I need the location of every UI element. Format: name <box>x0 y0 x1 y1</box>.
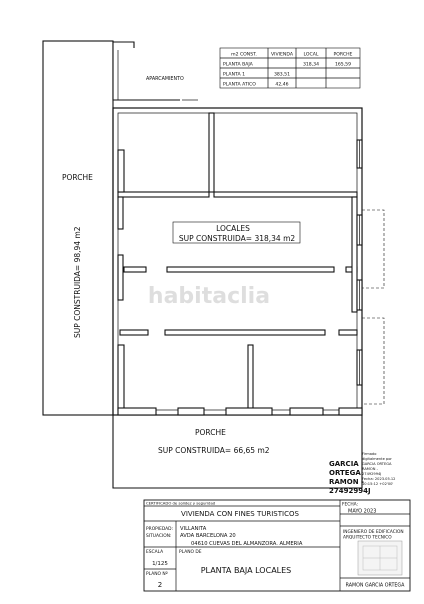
table-header-porche: PORCHE <box>333 52 353 58</box>
propiedad-value: VILLANITA <box>180 526 207 532</box>
plano-value: PLANTA BAJA LOCALES <box>200 566 292 575</box>
locales-area-label: SUP CONSTRUIDA= 318,34 m2 <box>178 234 296 243</box>
watermark-text: habitaclia <box>147 284 271 309</box>
propiedad-label: PROPIEDAD: <box>146 527 174 532</box>
plano-num-label: PLANO Nº <box>146 572 168 577</box>
engineer-subtitle: ARQUITECTO TECNICO <box>343 535 392 541</box>
signature-detail: 27492994J <box>362 472 382 476</box>
project-title: VIVIENDA CON FINES TURISTICOS <box>181 510 299 518</box>
signature-name: GARCIA <box>329 460 359 468</box>
table-cell: 42,46 <box>275 82 289 88</box>
escala-label: ESCALA <box>146 550 164 555</box>
situacion-value-2: 04610 CUEVAS DEL ALMANZORA. ALMERIA <box>191 541 303 547</box>
certificate-label: CERTIFICADO de solidez y seguridad <box>146 500 216 506</box>
signature-detail: Fecha: 2023.05.12 <box>362 477 396 481</box>
signature-name: ORTEGA <box>329 469 361 477</box>
situacion-value: AVDA BARCELONA 20 <box>180 533 236 539</box>
signature-detail: RAMON - <box>362 467 378 471</box>
porch-bottom-label: PORCHE <box>195 428 226 437</box>
table-header-vivienda: VIVIENDA <box>271 52 293 58</box>
signature-name: RAMON - <box>329 478 364 486</box>
signature-detail: 10:15:12 +02'00' <box>362 482 394 486</box>
situacion-label: SITUACION: <box>146 534 172 539</box>
porch-left-area-label: SUP CONSTRUIDA= 98,94 m2 <box>73 226 82 338</box>
plano-num-value: 2 <box>157 581 163 589</box>
parking-wall <box>113 41 180 100</box>
table-row-label: PLANTA ATICO <box>223 82 256 88</box>
signature-name: 27492994J <box>329 487 371 495</box>
signature-detail: digitalmente por <box>362 457 392 461</box>
table-row-label: PLANTA BAJA <box>223 62 253 68</box>
engineer-name: RAMON GARCIA ORTEGA <box>345 583 405 589</box>
title-block <box>144 500 410 591</box>
table-cell: 165,59 <box>334 62 352 68</box>
surface-table <box>220 48 360 88</box>
window-marks <box>357 140 362 385</box>
parking-label: APARCAMIENTO <box>146 77 184 82</box>
porch-left-label: PORCHE <box>62 173 93 182</box>
table-header-local: LOCAL <box>303 52 319 58</box>
table-row-label: PLANTA 1 <box>223 72 245 78</box>
signature-detail: Firmado <box>362 452 377 456</box>
table-header-m2: m2 CONST. <box>231 52 257 58</box>
engineer-title: INGENIERO DE EDIFICACION <box>343 530 404 535</box>
dashed-outline <box>362 318 384 404</box>
table-cell: 318,34 <box>302 62 320 68</box>
porch-bottom-area-label: SUP CONSTRUIDA= 66,65 m2 <box>158 446 270 455</box>
table-cell: 383,51 <box>273 72 291 78</box>
fecha-value: MAYO 2023 <box>348 508 377 515</box>
locales-label: LOCALES <box>216 224 250 233</box>
main-building-walls <box>113 108 384 415</box>
signature-detail: GARCIA ORTEGA <box>362 462 392 466</box>
escala-value: 1/125 <box>152 561 168 567</box>
dashed-outline <box>362 210 384 288</box>
plano-label: PLANO DE <box>179 550 202 555</box>
fecha-label: FECHA: <box>342 502 359 508</box>
